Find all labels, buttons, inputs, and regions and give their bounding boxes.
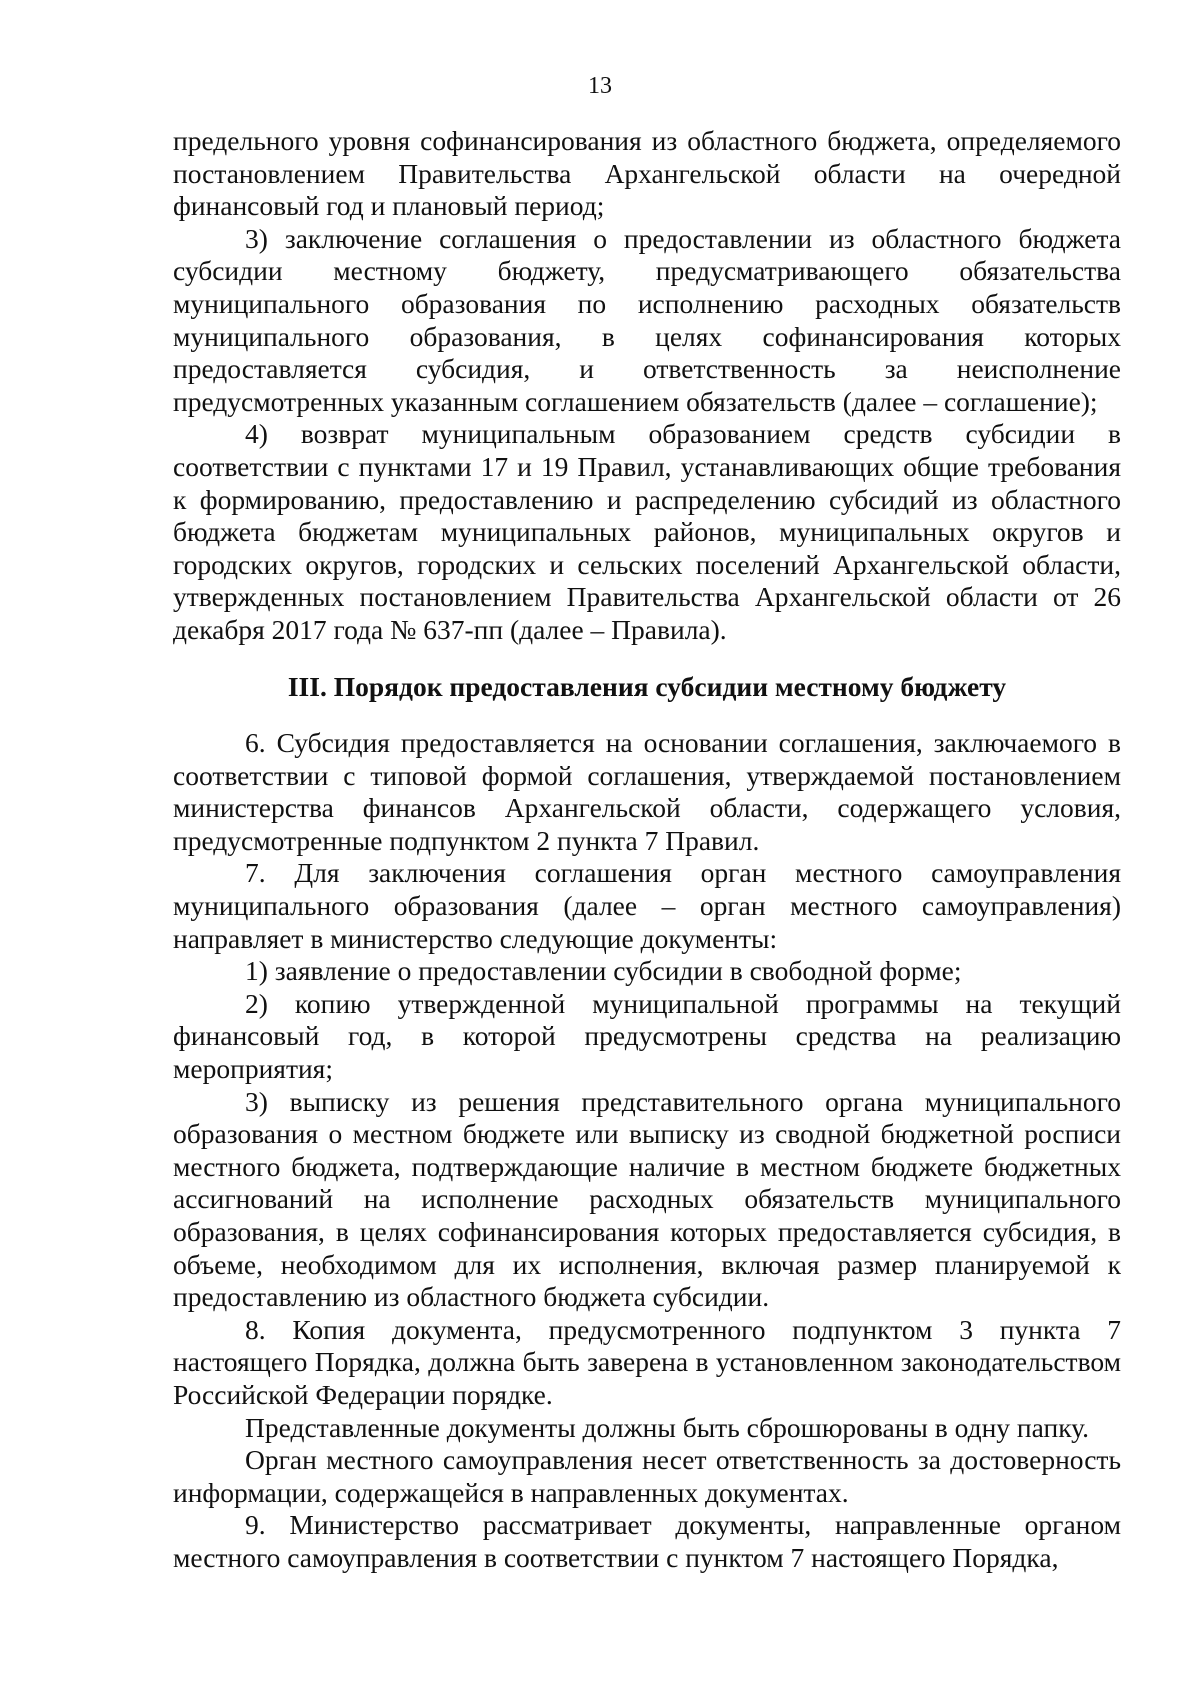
paragraph-clause-7-item-3: 3) выписку из решения представительного органа муниципального образования о местном бюджете или выписку из сводной бюджетной росписи местного бюджета, подтверждающие наличие в местном бюджете бюджетных ассигнований на исполнение расходных обязательств муниципального образования, в целях софинансирования которых предоставляется субсидия, в объеме, необходимом для их исполнения, включая размер планируемой к предоставлению из областного бюджета субсидии.	[173, 1085, 1121, 1313]
paragraph-item-4: 4) возврат муниципальным образованием средств субсидии в соответствии с пунктами 17 и 19 Правил, устанавливающих общие требования к формированию, предоставлению и распределению субсидий из областного бюджета бюджетам муниципальных районов, муниципальных округов и городских округов, городских и сельских поселений Архангельской области, утвержденных постановлением Правительства Архангельской области от 26 декабря 2017 года № 637-пп (далее – Правила).	[173, 418, 1121, 645]
paragraph-continuation: предельного уровня софинансирования из областного бюджета, определяемого постановлением Правительства Архангельской области на очередной финансовый год и плановый период;	[173, 125, 1121, 222]
paragraph-clause-7-item-1: 1) заявление о предоставлении субсидии в свободной форме;	[245, 955, 962, 987]
paragraph-binding-requirement: Представленные документы должны быть сброшюрованы в одну папку.	[245, 1411, 1090, 1443]
paragraph-clause-7-item-2: 2) копию утвержденной муниципальной программы на текущий финансовый год, в которой предусмотрены средства на реализацию мероприятия;	[173, 987, 1121, 1085]
paragraph-responsibility: Орган местного самоуправления несет ответственность за достоверность информации, содержащейся в направленных документах.	[173, 1444, 1121, 1508]
document-body	[173, 125, 1121, 1575]
paragraph-clause-8: 8. Копия документа, предусмотренного подпунктом 3 пункта 7 настоящего Порядка, должна быть заверена в установленном законодательством Российской Федерации порядке.	[173, 1313, 1121, 1410]
paragraph-clause-7: 7. Для заключения соглашения орган местного самоуправления муниципального образования (далее – орган местного самоуправления) направляет в министерство следующие документы:	[173, 857, 1121, 954]
paragraph-item-3: 3) заключение соглашения о предоставлении из областного бюджета субсидии местному бюджету, предусматривающего обязательства муниципального образования по исполнению расходных обязательств муниципального образования, в целях софинансирования которых предоставляется субсидия, и ответственность за неисполнение предусмотренных указанным соглашением обязательств (далее – соглашение);	[173, 222, 1121, 417]
paragraph-clause-6: 6. Субсидия предоставляется на основании соглашения, заключаемого в соответствии с типовой формой соглашения, утверждаемой постановлением министерства финансов Архангельской области, содержащего условия, предусмотренные подпунктом 2 пункта 7 Правил.	[173, 727, 1121, 856]
page-number: 13	[588, 73, 612, 99]
paragraph-clause-9: 9. Министерство рассматривает документы, направленные органом местного самоуправления в соответствии с пунктом 7 настоящего Порядка,	[173, 1509, 1121, 1573]
section-heading: III. Порядок предоставления субсидии местному бюджету	[287, 670, 1007, 702]
